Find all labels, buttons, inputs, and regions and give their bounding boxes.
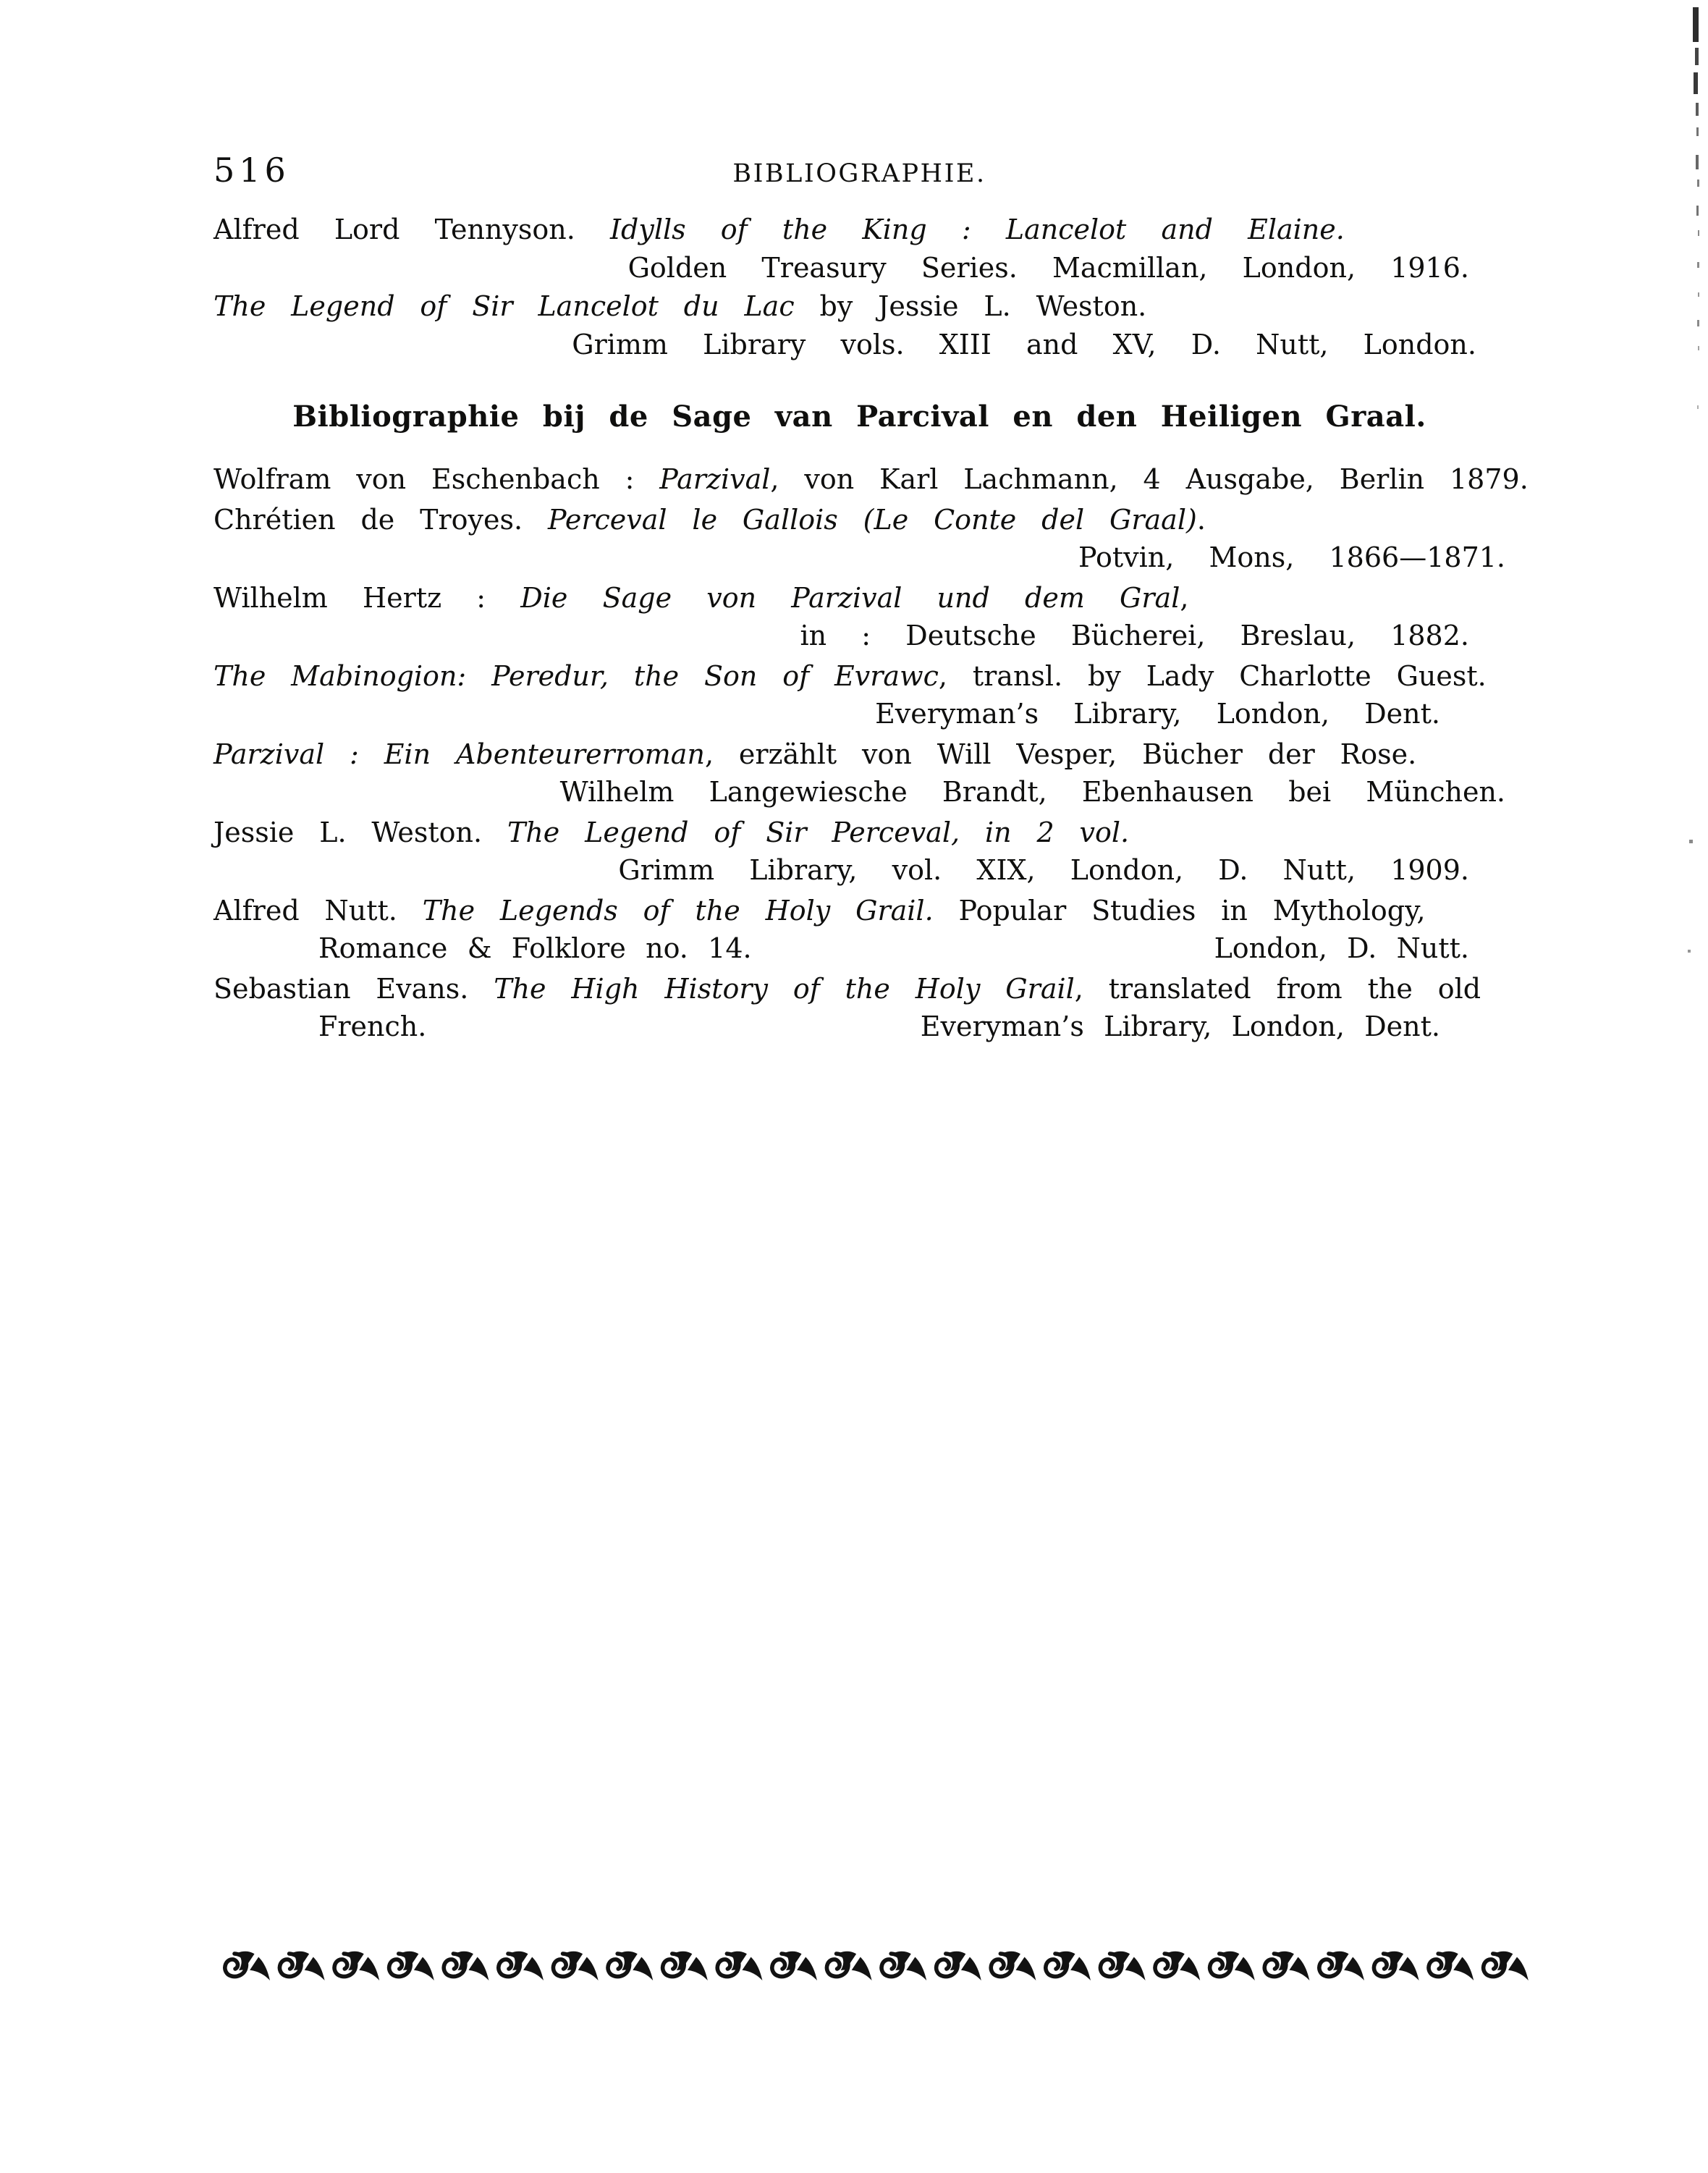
author-text: Jessie L. Weston. (214, 817, 507, 848)
bib-line-nutt (214, 892, 1505, 929)
title-text: The High History of the Holy Grail (494, 973, 1075, 1005)
scan-noise (1698, 292, 1699, 297)
lancelot-bibliography-block (214, 211, 1505, 364)
scan-noise (1698, 346, 1699, 350)
punctuation-text: , (1180, 582, 1189, 614)
bib-line-tennyson (214, 211, 1505, 249)
bib-line-weston-imprint (214, 326, 1505, 364)
title-text: The Legend of Sir Perceval, in 2 vol. (507, 817, 1130, 848)
author-text: by Jessie L. Weston. (794, 290, 1147, 322)
scan-noise (1688, 950, 1691, 953)
scan-noise (1697, 405, 1699, 409)
bib-line-evans (214, 970, 1505, 1008)
author-text: Alfred Nutt. (214, 895, 423, 927)
bib-line-hertz-imprint (214, 617, 1505, 654)
scan-noise (1696, 206, 1699, 216)
bib-line-chretien-imprint (214, 539, 1505, 576)
author-text: Sebastian Evans. (214, 973, 494, 1005)
imprint-text: Potvin, Mons, 1866—1871. (1078, 541, 1505, 573)
imprint-text: Grimm Library, vol. XIX, London, D. Nutt, 1909. (618, 854, 1469, 886)
scan-noise (1695, 48, 1699, 65)
imprint-text: Everyman’s Library, London, Dent. (920, 1010, 1440, 1042)
bib-line-weston-lancelot (214, 287, 1505, 326)
scan-noise (1696, 103, 1699, 116)
bib-line-evans-imprint (214, 1008, 1505, 1045)
scan-noise (1698, 230, 1699, 236)
imprint-text: London, D. Nutt. (1214, 932, 1469, 964)
bib-line-chretien (214, 501, 1505, 539)
scroll-ornament-border (217, 1949, 1531, 1983)
imprint-text: , erzählt von Will Vesper, Bücher der Rose. (704, 738, 1417, 770)
continuation-text: French. (318, 1010, 427, 1042)
title-text: Perceval le Gallois (Le Conte del Graal) (547, 504, 1197, 536)
scan-noise (1693, 7, 1699, 42)
title-text: The Mabinogion: Peredur, the Son of Evrawc (214, 660, 939, 692)
title-text: Parzival : Ein Abenteurerroman (214, 738, 705, 770)
author-text: Wolfram von Eschenbach : (214, 463, 660, 495)
title-text: The Legend of Sir Lancelot du Lac (214, 290, 795, 322)
imprint-text: Wilhelm Langewiesche Brandt, Ebenhausen bei München. (559, 776, 1505, 808)
series-text: Romance & Folklore no. 14. (318, 932, 752, 964)
scan-noise (1696, 127, 1699, 136)
bib-line-weston-perceval-imprint (214, 851, 1505, 889)
section-heading: Bibliographie bij de Sage van Parcival en den Heiligen Graal. (292, 400, 1426, 434)
author-text: Wilhelm Hertz : (214, 582, 521, 614)
translator-text: , transl. by Lady Charlotte Guest. (938, 660, 1487, 692)
title-text: The Legends of the Holy Grail. (422, 895, 934, 927)
imprint-text: in : Deutsche Bücherei, Breslau, 1882. (800, 620, 1469, 651)
title-text: Parzival (659, 463, 771, 495)
scan-noise (1697, 180, 1699, 187)
bib-line-vesper (214, 735, 1505, 773)
imprint-text: , von Karl Lachmann, 4 Ausgabe, Berlin 1879. (770, 463, 1529, 495)
bib-line-nutt-imprint (214, 929, 1505, 967)
author-text: Chrétien de Troyes. (214, 504, 548, 536)
translator-text: , translated from the old (1074, 973, 1481, 1005)
scan-noise (1689, 840, 1693, 843)
bib-line-mabinogion (214, 657, 1505, 695)
author-text: Alfred Lord Tennyson. (214, 214, 611, 245)
bib-line-tennyson-imprint (214, 249, 1505, 287)
punctuation-text: . (1196, 504, 1206, 536)
scan-noise (1697, 320, 1699, 326)
imprint-text: Golden Treasury Series. Macmillan, London, 1916. (627, 252, 1469, 284)
title-text: Die Sage von Parzival und dem Gral (520, 582, 1180, 614)
scan-noise (1697, 262, 1699, 268)
imprint-text: Everyman’s Library, London, Dent. (875, 698, 1440, 730)
page-number: 516 (214, 151, 290, 190)
scan-noise (1694, 72, 1698, 94)
parcival-bibliography-block (214, 460, 1529, 1045)
scan-noise (1696, 155, 1699, 169)
bib-line-weston-perceval (214, 814, 1505, 851)
bib-line-vesper-imprint (214, 773, 1505, 811)
bib-line-eschenbach (214, 460, 1529, 498)
bib-line-hertz (214, 579, 1505, 617)
series-text: Popular Studies in Mythology, (933, 895, 1426, 927)
running-header: BIBLIOGRAPHIE. (732, 159, 986, 188)
imprint-text: Grimm Library vols. XIII and XV, D. Nutt, London. (572, 329, 1476, 360)
title-text: Idylls of the King : Lancelot and Elaine. (610, 214, 1345, 245)
bib-line-mabinogion-imprint (214, 695, 1505, 733)
